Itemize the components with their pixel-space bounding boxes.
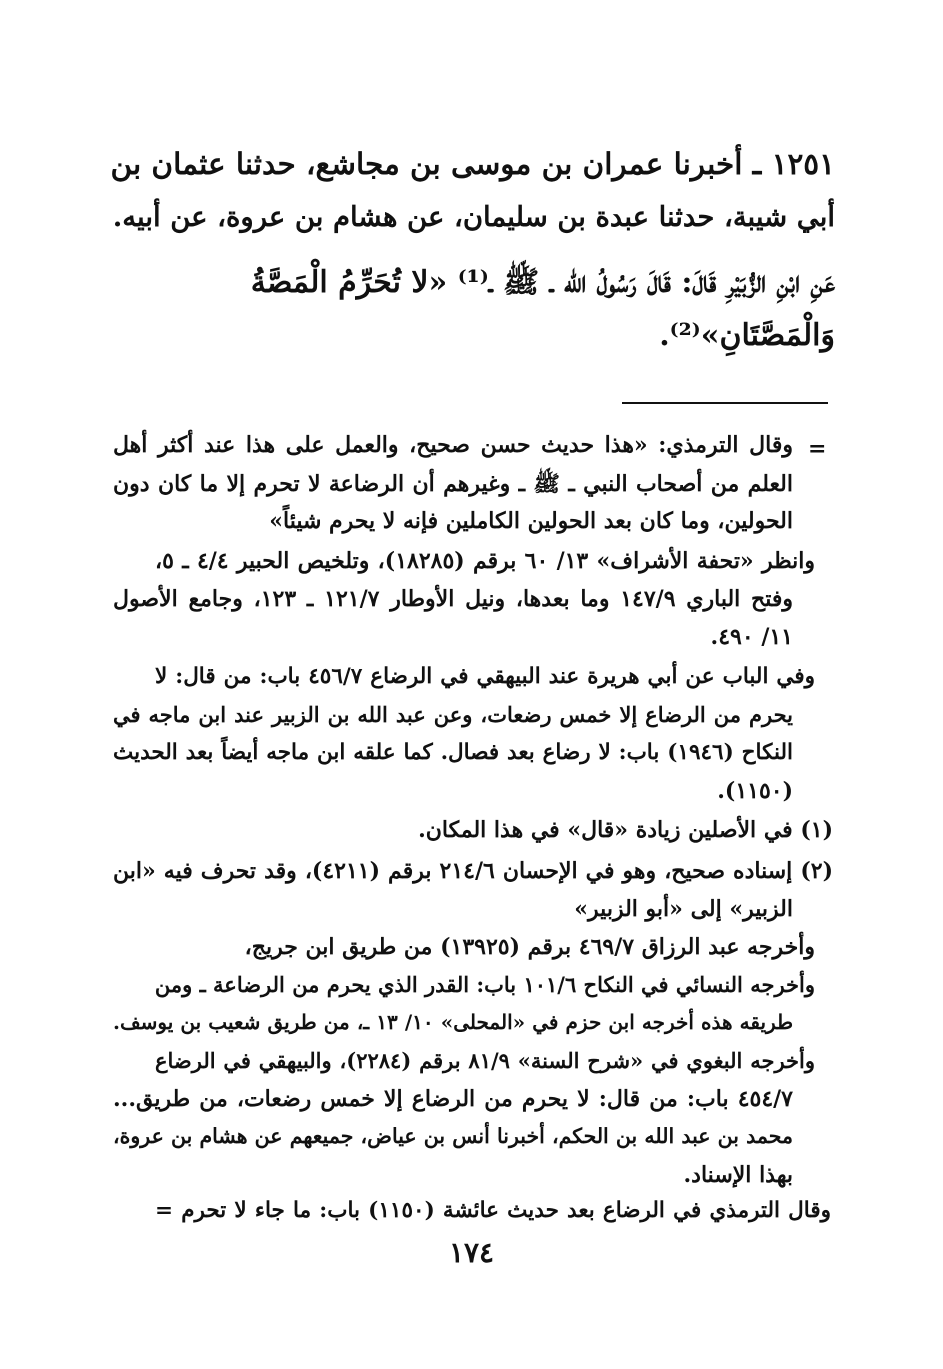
footnote-cont-line-5: وفتح الباري ١٤٧/٩ وما بعدها، ونيل الأوطار ١٢١/٧ ـ ١٢٣، وجامع الأصول	[113, 586, 794, 612]
footnote-2-line-5: طريقه هذه أخرجه ابن حزم في «المحلى» ١٠/ ١٣ ـ، من طريق شعيب بن يوسف.	[113, 1010, 793, 1034]
page-number: ١٧٤	[448, 1236, 495, 1269]
footnote-separator	[622, 402, 828, 404]
footnote-2-line-3: وأخرجه عبد الرزاق ٤٦٩/٧ برقم (١٣٩٢٥) من طريق ابن جريج،	[244, 934, 815, 960]
footnote-2-line-2: الزبير» إلى «أبو الزبير»	[574, 896, 793, 922]
footnote-2-line-6: وأخرجه البغوي في «شرح السنة» ٨١/٩ برقم (٢٢٨٤)، والبيهقي في الرضاع	[155, 1048, 816, 1073]
footnote-2-line-4: وأخرجه النسائي في النكاح ١٠١/٦ باب: القدر الذي يحرم من الرضاعة ـ ومن	[154, 972, 815, 997]
footnote-2-line-8: محمد بن عبد الله بن الحكم، أخبرنا أنس بن عياض، جميعهم عن هشام بن عروة،	[113, 1124, 793, 1148]
hadith-line-1: ١٢٥١ ـ أخبرنا عمران بن موسى بن مجاشع، حدثنا عثمان بن	[110, 146, 835, 181]
footnote-cont-line-1: وقال الترمذي: «هذا حديث حسن صحيح، والعمل على هذا عند أكثر أهل	[113, 432, 793, 458]
footnote-2-line-10: وقال الترمذي في الرضاع بعد حديث عائشة (١١٥٠) باب: ما جاء لا تحرم =	[155, 1198, 831, 1223]
continuation-mark: =	[808, 436, 827, 462]
footnote-cont-line-4: وانظر «تحفة الأشراف» ١٣/ ٦٠ برقم (١٨٢٨٥)، وتلخيص الحبير ٤/٤ ـ ٥،	[155, 548, 816, 574]
footnote-2-line-7: ٤٥٤/٧ باب: من قال: لا يحرم من الرضاع إلا خمس رضعات، من طريق...	[113, 1086, 793, 1112]
hadith-line-4: وَالْمَصَّتَانِ»⁽²⁾.	[659, 318, 835, 353]
footnote-cont-line-7: وفي الباب عن أبي هريرة عند البيهقي في الرضاع ٤٥٦/٧ باب: من قال: لا	[155, 664, 815, 689]
footnote-cont-line-9: النكاح (١٩٤٦) باب: لا رضاع بعد فصال. كما علقه ابن ماجه أيضاً بعد الحديث	[113, 740, 793, 765]
footnote-2-line-9: بهذا الإسناد.	[683, 1162, 793, 1188]
footnote-cont-line-6: ١١/ ٤٩٠.	[710, 624, 793, 650]
footnote-cont-line-10: (١١٥٠).	[717, 778, 793, 804]
footnote-cont-line-2: العلم من أصحاب النبي ـ ﷺ ـ وغيرهم أن الرضاعة لا تحرم إلا ما كان دون	[113, 471, 793, 497]
hadith-line-3: عَنِ ابْنِ الزُّبَيْرِ قَالَ: قَالَ رَسُولُ الله ـ ﷺ ـ⁽¹⁾ «لا تُحَرِّمُ الْمَصَّةُ	[250, 265, 835, 300]
footnote-2-line-1: (٢) إسناده صحيح، وهو في الإحسان ٢١٤/٦ برقم (٤٢١١)، وقد تحرف فيه «ابن	[113, 858, 833, 884]
footnote-1: (١) في الأصلين زيادة «قال» في هذا المكان.	[418, 817, 833, 843]
hadith-line-2: أبي شيبة، حدثنا عبدة بن سليمان، عن هشام بن عروة، عن أبيه.	[112, 201, 835, 233]
footnote-cont-line-8: يحرم من الرضاع إلا خمس رضعات، وعن عبد الله بن الزبير عند ابن ماجه في	[113, 702, 793, 727]
footnote-cont-line-3: الحولين، وما كان بعد الحولين الكاملين فإنه لا يحرم شيئاً»	[269, 508, 793, 534]
